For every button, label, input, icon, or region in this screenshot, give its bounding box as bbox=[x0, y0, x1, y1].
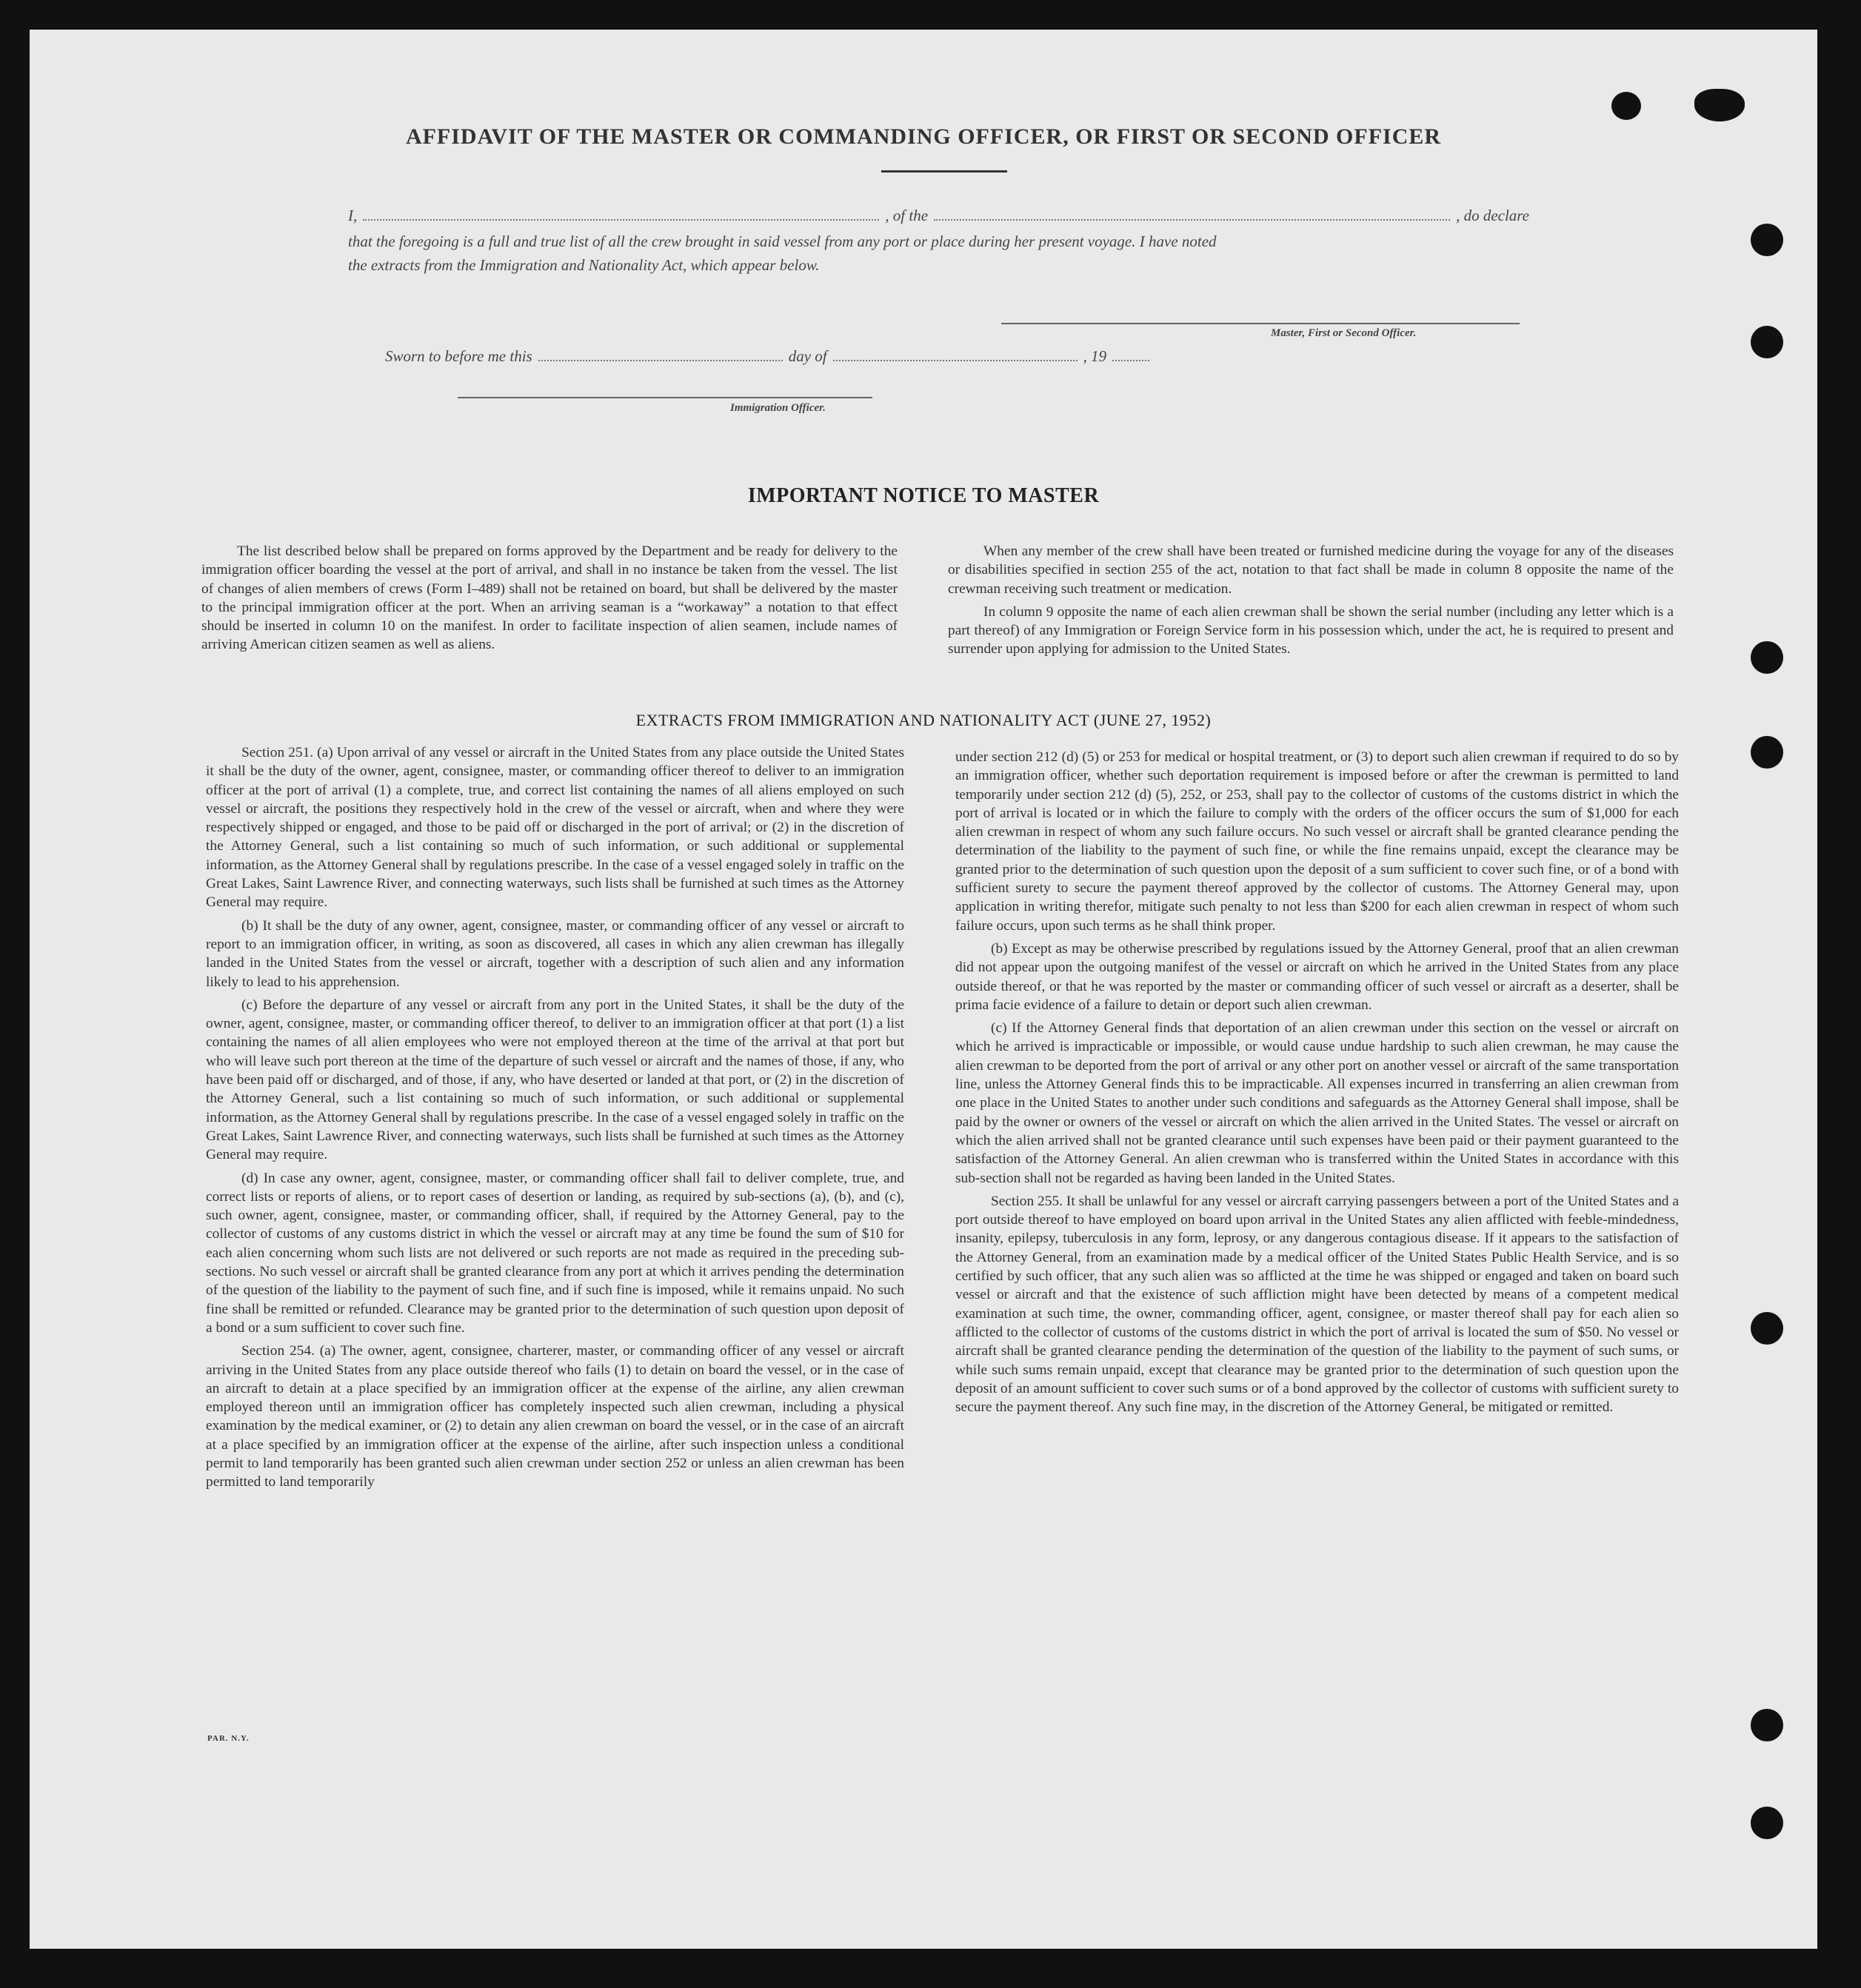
extracts-title: EXTRACTS FROM IMMIGRATION AND NATIONALITY ACT (JUNE 27, 1952) bbox=[635, 711, 1212, 729]
punch-hole bbox=[1694, 89, 1745, 121]
notice-paragraph: The list described below shall be prepared on forms approved by the Department and be ready for delivery to the immigration officer boarding the vessel at the port of arrival, and shall in no instance be taken from the vessel. The list of changes of alien members of crews (Form I–489) shall not be retained on board, but shall be delivered by the master to the principal immigration officer at the port. When an arriving seaman is a “workaway” a notation to that effect should be inserted in column 10 on the manifest. In order to facilitate inspection of alien seamen, include names of arriving American citizen seamen as well as aliens. bbox=[201, 543, 898, 653]
punch-hole bbox=[1751, 224, 1783, 256]
day-of-label: day of bbox=[788, 347, 827, 365]
sworn-day-field[interactable] bbox=[538, 347, 783, 361]
extract-paragraph: (b) Except as may be otherwise prescribed by regulations issued by the Attorney General, proof that an alien crewman did not appear upon the outgoing manifest of the vessel or aircraft on which he arrived in the United States from any place outside thereof, or that he was reported by the master or commanding officer of such vessel or aircraft as a deserter, shall be prima facie evidence of a failure to detain or deport such alien crewman. bbox=[955, 940, 1679, 1013]
extract-paragraph: (b) It shall be the duty of any owner, agent, consignee, master, or commanding officer of any vessel or aircraft to report to an immigration officer, in writing, as soon as discovered, all cases in which any alien crewman has illegally landed in the United States from the vessel or aircraft, together with a description of such alien and any information likely to lead to his apprehension. bbox=[206, 917, 904, 990]
title-underline bbox=[881, 170, 1007, 173]
punch-hole bbox=[1611, 92, 1641, 120]
declaration-line-3: the extracts from the Immigration and Nationality Act, which appear below. bbox=[348, 256, 820, 274]
punch-hole bbox=[1751, 1709, 1783, 1741]
sworn-month-field[interactable] bbox=[833, 347, 1077, 361]
extract-paragraph: Section 255. It shall be unlawful for any vessel or aircraft carrying passengers between a port of the United States and a port outside thereof to have employed on board upon arrival in the United States any alien afflicted with feeble-mindedness, insanity, epilepsy, tuberculosis in any form, leprosy, or any dangerous contagious disease. If it appears to the satisfaction of the Attorney General, from an examination made by a medical officer of the United States Public Health Service, and is so certified by such officer, that any such alien was so afflicted at the time he was shipped or engaged and taken on board such vessel or aircraft and that the existence of such affliction might have been detected by means of a competent medical examination at such time, the owner, commanding officer, agent, consignee, or master thereof shall pay for each alien so afflicted to the collector of customs of the customs district in which the port of arrival is located the sum of $50. No vessel or aircraft shall be granted clearance pending the determination of the question of the liability to the payment of such sums, or while such sums remain unpaid, except that clearance may be granted prior to the determination of such question upon the deposit of an amount sufficient to cover such sums or of a bond approved by the collector of customs with sufficient surety to secure the payment thereof. Any such fine may, in the discretion of the Attorney General, be mitigated or remitted. bbox=[955, 1193, 1679, 1416]
declaration-line-2: that the foregoing is a full and true list of all the crew brought in said vessel from any port or place during her present voyage. I have noted bbox=[348, 232, 1217, 250]
officer-signature-label: Immigration Officer. bbox=[730, 402, 826, 414]
notice-paragraph: When any member of the crew shall have been treated or furnished medicine during the voyage for any of the diseases or disabilities specified in section 255 of the act, notation to that fact shall be made in column 8 opposite the name of the crewman receiving such treatment or medication. bbox=[948, 543, 1674, 597]
vessel-name-field[interactable] bbox=[934, 206, 1450, 221]
declarant-name-field[interactable] bbox=[363, 206, 879, 221]
extract-paragraph: under section 212 (d) (5) or 253 for medical or hospital treatment, or (3) to deport such alien crewman if required to do so by an immigration officer, whether such deportation requirement is imposed before or after the crewman is permitted to land temporarily under section 212 (d) (5), 252, or 253, shall pay to the collector of customs of the customs district in which the port of arrival is located or in which the failure to comply with the orders of the officer occurs the sum of $1,000 for each alien crewman in respect of whom any such failure occurs. No such vessel or aircraft shall be granted clearance pending the determination of the liability to the payment of such fine, or while the fine remains unpaid, except the clearance may be granted prior to the determination of such question upon the deposit of a sum sufficient to cover such fine, or of a bond with sufficient surety to secure the payment thereof approved by the collector of customs. The Attorney General may, upon application in writing therefor, mitigate such penalty to not less than $200 for each alien crewman in respect of whom such failure occurs, upon such terms as he shall think proper. bbox=[955, 749, 1679, 934]
affidavit-title: AFFIDAVIT OF THE MASTER OR COMMANDING OFFICER, OR FIRST OR SECOND OFFICER bbox=[405, 124, 1442, 149]
notice-right-column bbox=[948, 542, 1674, 663]
extract-paragraph: (c) If the Attorney General finds that deportation of an alien crewman under this section on the vessel or aircraft on which he arrived is impracticable or impossible, or would cause undue hardship to such alien crewman, he may cause the alien crewman to be deported from the port of arrival or any other port on another vessel or aircraft of the same transportation line, unless the Attorney General finds this to be impracticable. All expenses incurred in transferring an alien crewman from one place in the United States to another under such conditions and safeguards as the Attorney General shall impose, shall be paid by the owner or owners of the vessel or aircraft on which the alien arrived in the United States. The vessel or aircraft on which the alien arrived shall not be granted clearance until such expenses have been paid or their payment guaranteed to the satisfaction of the Attorney General. An alien crewman who is transferred within the United States in accordance with this sub-section shall not be regarded as having been landed in the United States. bbox=[955, 1020, 1679, 1186]
extracts-right-column bbox=[955, 748, 1679, 1421]
declaration-of-the-label: , of the bbox=[885, 207, 929, 224]
extract-paragraph: (d) In case any owner, agent, consignee, master, or commanding officer shall fail to deliver complete, true, and correct lists or reports of aliens, or to report cases of desertion or landing, as required by sub-sections (a), (b), and (c), such owner, agent, consignee, master, or commanding officer, shall, if required by the Attorney General, pay to the collector of customs of any customs district in which the vessel or aircraft may at any time be found the sum of $10 for each alien concerning whom such lists are not delivered or such reports are not made as required in the preceding sub-sections. No such vessel or aircraft shall be granted clearance from any port at which it arrives pending the determination of the question of the liability to the payment of such fine, and if such fine is imposed, while it remains unpaid. No such fine shall be remitted or refunded. Clearance may be granted prior to the determination of such question upon deposit of a bond or a sum sufficient to cover such fine. bbox=[206, 1170, 904, 1336]
printer-mark: PAR. N.Y. bbox=[207, 1734, 250, 1743]
declaration-i-label: I, bbox=[348, 207, 358, 224]
extract-paragraph: Section 251. (a) Upon arrival of any vessel or aircraft in the United States from any place outside the United States it shall be the duty of the owner, agent, consignee, master, or commanding officer thereof to deliver to an immigration officer at the port of arrival (1) a complete, true, and correct list containing the names of all aliens employed on such vessel or aircraft, the positions they respectively hold in the crew of the vessel or aircraft, when and where they were respectively shipped or engaged, and those to be paid off or discharged in the port of arrival; or (2) in the discretion of the Attorney General, such a list containing so much of such information, or such additional or supplemental information, as the Attorney General shall by regulations prescribe. In the case of a vessel engaged solely in traffic on the Great Lakes, Saint Lawrence River, and connecting waterways, such lists shall be furnished at such times as the Attorney General may require. bbox=[206, 745, 904, 911]
punch-hole bbox=[1751, 326, 1783, 358]
document-page bbox=[30, 30, 1817, 1949]
sworn-line bbox=[385, 347, 1259, 366]
sworn-before-label: Sworn to before me this bbox=[385, 347, 532, 365]
officer-signature-line[interactable] bbox=[458, 397, 872, 398]
punch-hole bbox=[1751, 736, 1783, 769]
declaration-line-1 bbox=[348, 206, 1529, 225]
declaration-declare-label: , do declare bbox=[1456, 207, 1530, 224]
extract-paragraph: Section 254. (a) The owner, agent, consignee, charterer, master, or commanding officer of any vessel or aircraft arriving in the United States from any place outside thereof who fails (1) to detain on board the vessel, or in the case of an aircraft to detain at a place specified by an immigration officer at the expense of the airline, any alien crewman employed thereon until an immigration officer has completely inspected such alien crewman, including a physical examination by the medical examiner, or (2) to detain any alien crewman on board the vessel, or in the case of an aircraft at a place specified by an immigration officer at the expense of the airline, after such inspection unless a conditional permit to land temporarily has been granted such alien crewman under section 252 or unless an alien crewman has been permitted to land temporarily bbox=[206, 1343, 904, 1490]
punch-hole bbox=[1751, 1312, 1783, 1345]
notice-title: IMPORTANT NOTICE TO MASTER bbox=[747, 484, 1100, 507]
year-label: , 19 bbox=[1083, 347, 1107, 365]
punch-hole bbox=[1751, 641, 1783, 674]
notice-paragraph: In column 9 opposite the name of each alien crewman shall be shown the serial number (including any letter which is a part thereof) of any Immigration or Foreign Service form in his possession which, under the act, he is required to present and surrender upon applying for admission to the United States. bbox=[948, 603, 1674, 657]
master-signature-line[interactable] bbox=[1001, 323, 1520, 324]
extract-paragraph: (c) Before the departure of any vessel or aircraft from any port in the United States, it shall be the duty of the owner, agent, consignee, master, or commanding officer thereof, to deliver to an immigration officer at that port (1) a list containing the names of all alien employees who were not employed thereon at the time of the arrival at that port but who will leave such port thereon at the time of the departure of such vessel or aircraft and the names of those, if any, who have been paid off or discharged, and of those, if any, who have deserted or landed at that port, or (2) in the discretion of the Attorney General, such a list containing so much of such information, or such additional or supplemental information, as the Attorney General shall by regulations prescribe. In the case of a vessel engaged solely in traffic on the Great Lakes, Saint Lawrence River, and connecting waterways, such lists shall be furnished at such times as the Attorney General may require. bbox=[206, 997, 904, 1163]
extracts-left-column bbox=[206, 743, 904, 1496]
notice-left-column bbox=[201, 542, 898, 659]
sworn-year-field[interactable] bbox=[1112, 347, 1149, 361]
punch-hole bbox=[1751, 1807, 1783, 1839]
master-signature-label: Master, First or Second Officer. bbox=[1271, 327, 1417, 339]
